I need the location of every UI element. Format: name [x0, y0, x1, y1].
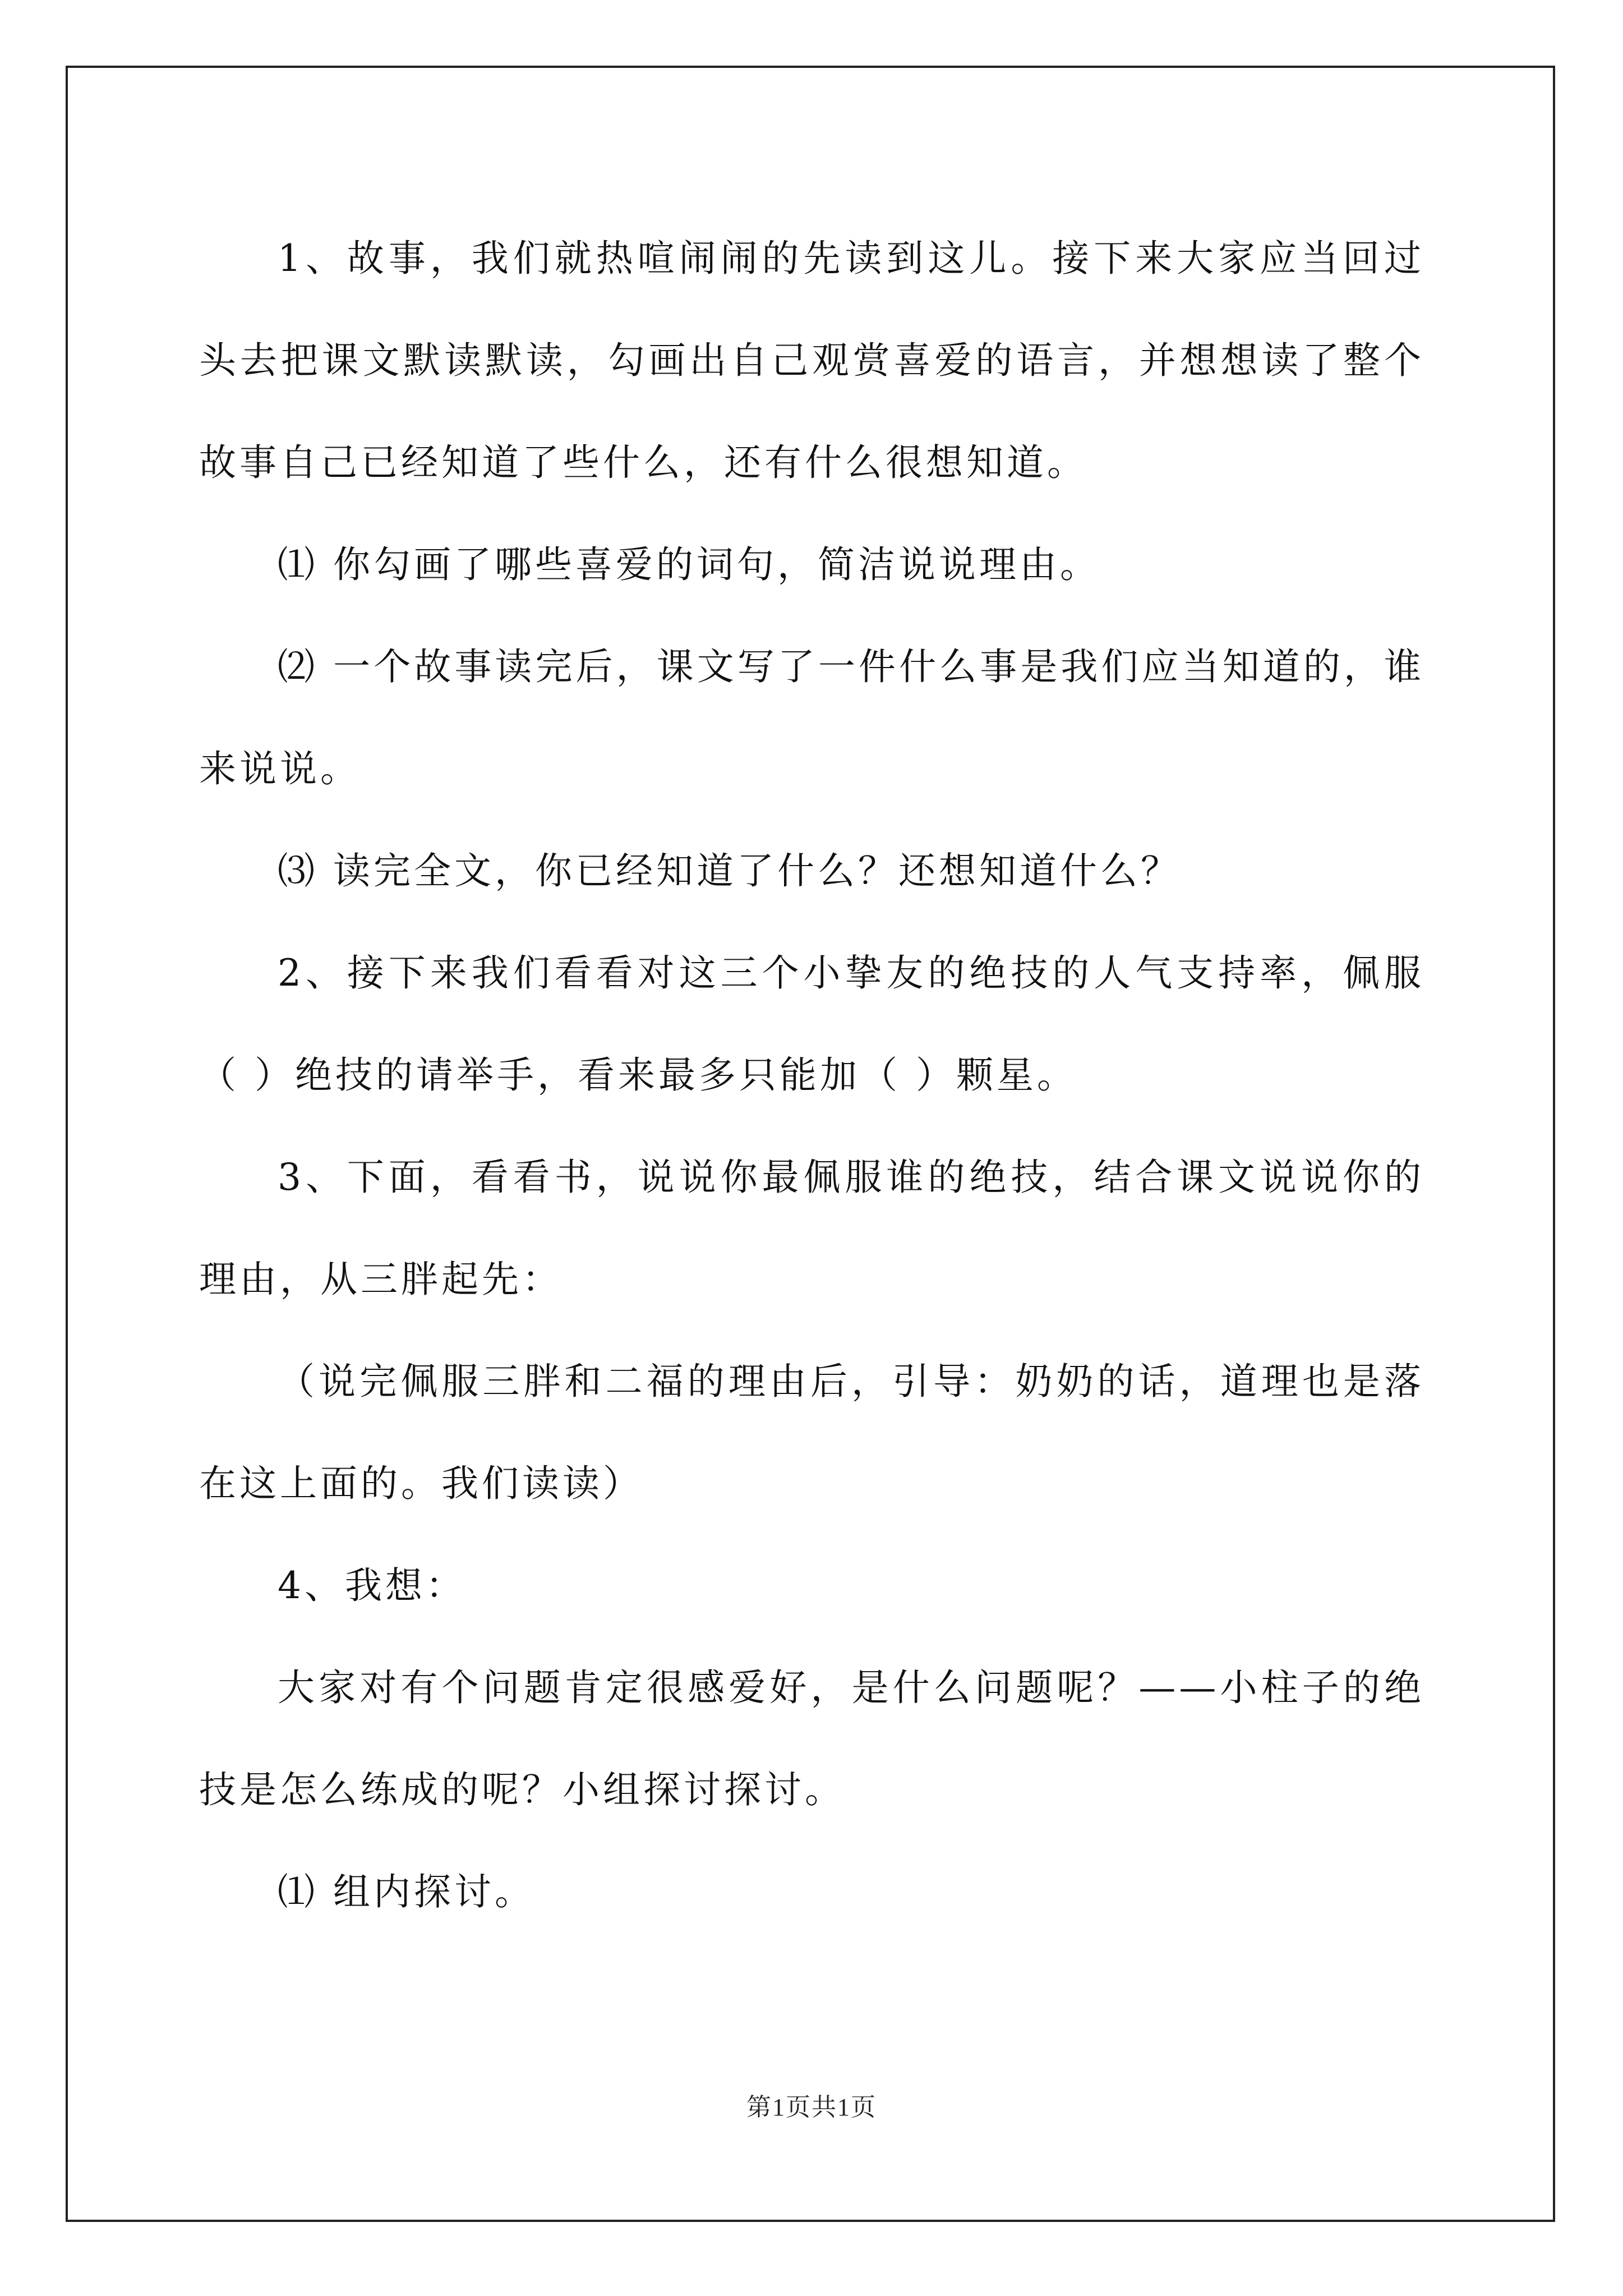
paragraph-8: 4、我想：	[278, 1564, 466, 1607]
paragraph-9: 大家对有个问题肯定很感爱好，是什么问题呢？——小柱子的绝技是怎么练成的呢？小组探讨探讨。	[199, 1666, 1424, 1811]
paragraph-7: （说完佩服三胖和二福的理由后，引导：奶奶的话，道理也是落在这上面的。我们读读）	[199, 1360, 1424, 1505]
paragraph-10: ⑴ 组内探讨。	[278, 1870, 535, 1913]
paragraph-2: ⑴ 你勾画了哪些喜爱的词句，简洁说说理由。	[278, 543, 1100, 586]
document-body	[199, 208, 1424, 1943]
paragraph-3: ⑵ 一个故事读完后，课文写了一件什么事是我们应当知道的，谁来说说。	[199, 645, 1424, 790]
paragraph-4: ⑶ 读完全文，你已经知道了什么？还想知道什么？	[278, 849, 1181, 892]
paragraph-5: 2、接下来我们看看对这三个小挚友的绝技的人气支持率，佩服（ ）绝技的请举手，看来最多只能加（ ）颗星。	[199, 951, 1424, 1097]
page-total: 共1页	[811, 2093, 877, 2121]
page-number: 第1页	[746, 2093, 811, 2121]
page-footer	[0, 2087, 1623, 2123]
paragraph-1: 1、故事，我们就热喧闹闹的先读到这儿。接下来大家应当回过头去把课文默读默读，勾画出自己观赏喜爱的语言，并想想读了整个故事自己已经知道了些什么，还有什么很想知道。	[199, 237, 1424, 484]
paragraph-6: 3、下面，看看书，说说你最佩服谁的绝技，结合课文说说你的理由，从三胖起先：	[199, 1156, 1424, 1301]
